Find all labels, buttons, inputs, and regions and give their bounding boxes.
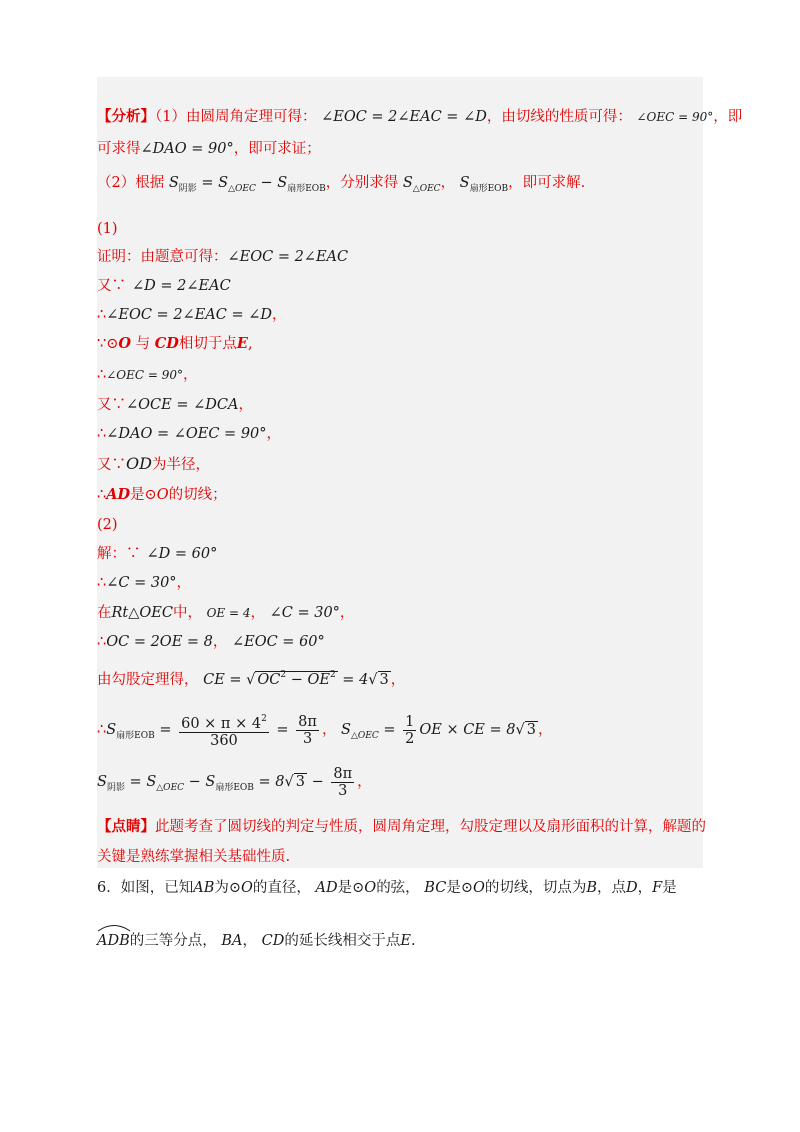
proof-line-3: ∴∠EOC = 2∠EAC = ∠D， [97,307,287,323]
arc-icon [97,924,131,932]
solve-line-4: ∴OC = 2OE = 8， ∠EOC = 60° [97,634,325,650]
proof-line-5: ∴∠OEC = 90°， [97,367,198,383]
comment-tag: 【点睛】 [97,818,155,835]
proof-line-7: ∴∠DAO = ∠OEC = 90°， [97,426,282,442]
analysis-tag: 【分析】 [97,108,155,125]
proof-line-1: 证明：由题意可得：∠EOC = 2∠EAC [97,249,349,265]
solve-line-6: $\therefore S_{扇形EOB}$ = $\frac{60 \times \pi \times 4^2}{360}$ = $\frac{8\pi}{3}$ ， $S_{\triangle OEC}$ = $\frac{1}{2}$ OE × CE = 8√ 3 ， [97,710,552,756]
part2-label: (2) [97,517,118,533]
analysis-line-3: （2）根据 $S_{阴影} = S_{\triangle OEC} - S_{扇形EOB}$，分别求得 $S_{\triangle OEC}$， $S_{扇形EOB}$，即可求解. [97,175,586,194]
question6-line-2: ADB的三等分点， BA， CD的延长线相交于点E. [97,930,416,952]
comment-line-1: 【点睛】此题考查了圆切线的判定与性质，圆周角定理，勾股定理以及扇形面积的计算，解题的 [97,818,706,835]
comment-line-2: 关键是熟练掌握相关基础性质. [97,849,291,865]
part1-label: (1) [97,221,118,237]
proof-line-2: 又∵ ∠D = 2∠EAC [97,278,231,294]
proof-line-4: ∵⊙O 与 CD相切于点E, [97,335,253,352]
proof-line-6: 又∵∠OCE = ∠DCA， [97,397,253,413]
solve-line-1: 解：∵ ∠D = 60° [97,546,218,562]
proof-line-8: 又∵OD为半径， [97,454,210,473]
solve-line-7: $S_{阴影} = S_{\triangle OEC} - S_{扇形EOB} = 8√$ 3 − $\frac{8\pi}{3}$ ， [97,765,372,799]
analysis-line-2: 可求得∠DAO = 90°，即可求证； [97,141,321,157]
solve-line-2: ∴∠C = 30°， [97,575,192,591]
solve-line-5: 由勾股定理得， CE = √ $OC^2 - OE^2 = 4√$ 3 ， [97,670,406,688]
proof-line-9: ∴AD是⊙O的切线； [97,486,227,503]
solve-line-3: 在Rt△OEC中， OE = 4， ∠C = 30°， [97,605,355,621]
analysis-line-1: 【分析】（1）由圆周角定理可得： ∠EOC = 2∠EAC = ∠D，由切线的性质可得： ∠OEC = 90°，即 [97,108,743,125]
question6-line-1: 6．如图，已知AB为⊙O的直径， AD是⊙O的弦， BC是⊙O的切线，切点为B，点D，F是 [97,880,677,896]
